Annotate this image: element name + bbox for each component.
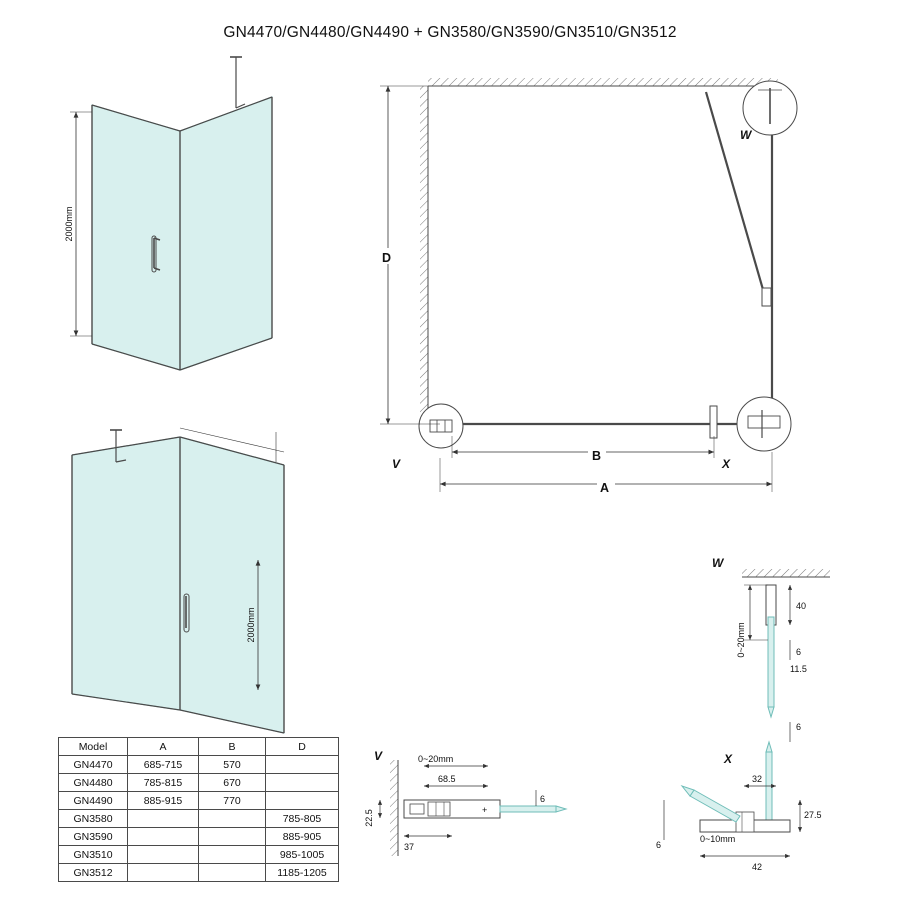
detail-v-dim-0-20: 0~20mm — [418, 754, 454, 764]
detail-x-label: X — [724, 752, 733, 766]
cell-d: 985-1005 — [266, 846, 339, 864]
table-header-a: A — [128, 738, 199, 756]
cell-b: 670 — [199, 774, 266, 792]
plan-dim-a: A — [600, 481, 610, 495]
cell-a — [128, 864, 199, 882]
plan-dim-b: B — [592, 449, 602, 463]
plan-callout-v: V — [392, 457, 401, 471]
cell-d: 885-905 — [266, 828, 339, 846]
cell-a: 885-915 — [128, 792, 199, 810]
cell-model: GN3580 — [59, 810, 128, 828]
isometric-view-top — [64, 57, 272, 370]
cell-d — [266, 756, 339, 774]
table-row — [59, 864, 339, 882]
detail-v-dim-225: 22.5 — [364, 809, 374, 827]
cell-model: GN4470 — [59, 756, 128, 774]
table-row — [59, 810, 339, 828]
cell-a — [128, 846, 199, 864]
detail-w-dim-6: 6 — [796, 647, 802, 657]
detail-w-label: W — [712, 556, 724, 570]
cell-b — [199, 828, 266, 846]
table-header-model: Model — [59, 738, 128, 756]
detail-w-dim-40: 40 — [796, 601, 807, 611]
iso-bottom-height-label: 2000mm — [246, 607, 256, 643]
spec-table — [58, 737, 339, 882]
cell-b — [199, 846, 266, 864]
cell-a — [128, 828, 199, 846]
cell-model: GN4480 — [59, 774, 128, 792]
plan-view — [378, 78, 797, 495]
detail-x-dim-6-left: 6 — [656, 840, 662, 850]
cell-model: GN3510 — [59, 846, 128, 864]
plan-callout-w: W — [740, 128, 752, 142]
table-row — [59, 828, 339, 846]
svg-text:+: + — [482, 805, 488, 815]
iso-top-height-label: 2000mm — [64, 206, 74, 242]
table-header-b: B — [199, 738, 266, 756]
cell-d: 785-805 — [266, 810, 339, 828]
cell-a: 685-715 — [128, 756, 199, 774]
detail-x-dim-42: 42 — [752, 862, 763, 872]
detail-x-dim-6-top: 6 — [796, 722, 802, 732]
table-header-d: D — [266, 738, 339, 756]
detail-v-label: V — [374, 749, 383, 763]
cell-model: GN3590 — [59, 828, 128, 846]
detail-w-dim-115: 11.5 — [790, 664, 807, 674]
table-row — [59, 792, 339, 810]
cell-d: 1185-1205 — [266, 864, 339, 882]
detail-v-dim-37: 37 — [404, 842, 415, 852]
plan-dim-d: D — [382, 251, 392, 265]
table-row — [59, 756, 339, 774]
plan-callout-x: X — [722, 457, 731, 471]
detail-v-dim-6: 6 — [540, 794, 546, 804]
cell-b: 770 — [199, 792, 266, 810]
detail-x-dim-32: 32 — [752, 774, 763, 784]
cell-model: GN4490 — [59, 792, 128, 810]
detail-v — [364, 749, 566, 856]
table-row — [59, 846, 339, 864]
detail-x-dim-0-10: 0~10mm — [700, 834, 736, 844]
page-title: GN4470/GN4480/GN4490 + GN3580/GN3590/GN3510/GN3512 — [223, 24, 677, 41]
detail-x — [656, 722, 822, 872]
detail-w — [712, 556, 830, 717]
cell-a: 785-815 — [128, 774, 199, 792]
cell-b — [199, 864, 266, 882]
detail-x-dim-275: 27.5 — [804, 810, 822, 820]
table-header-row — [59, 738, 339, 756]
cell-b: 570 — [199, 756, 266, 774]
table-row — [59, 774, 339, 792]
cell-model: GN3512 — [59, 864, 128, 882]
isometric-view-bottom — [72, 428, 284, 733]
cell-d — [266, 774, 339, 792]
cell-a — [128, 810, 199, 828]
detail-v-dim-685: 68.5 — [438, 774, 456, 784]
detail-w-dim-0-20: 0~20mm — [736, 622, 746, 658]
cell-b — [199, 810, 266, 828]
cell-d — [266, 792, 339, 810]
